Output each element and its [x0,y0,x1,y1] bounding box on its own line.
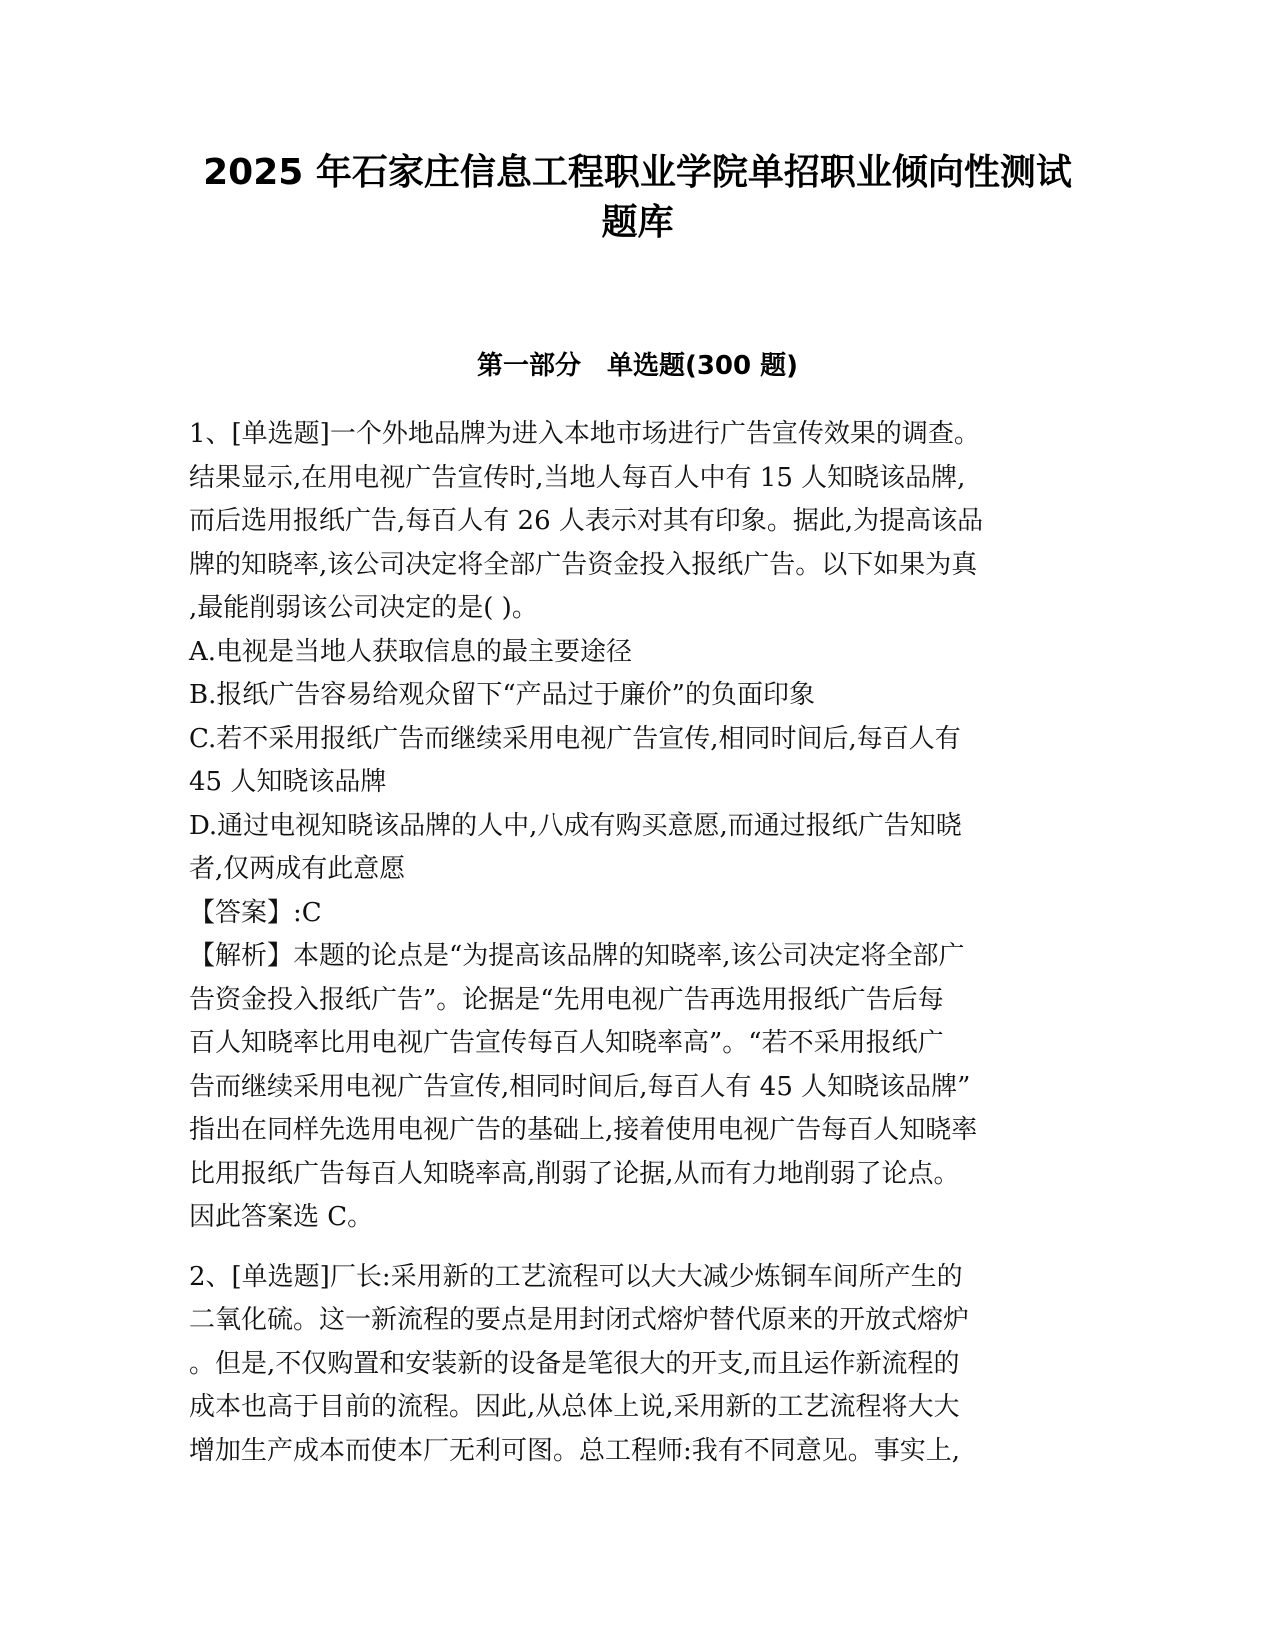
analysis-line: 告而继续采用电视广告宣传,相同时间后,每百人有 45 人知晓该品牌” [189,1071,971,1102]
stem-line: 结果显示,在用电视广告宣传时,当地人每百人中有 15 人知晓该品牌, [189,462,966,493]
title-line: 2025 年石家庄信息工程职业学院单招职业倾向性测试 [203,152,1072,193]
analysis-line: 告资金投入报纸广告”。论据是“先用电视广告再选用报纸广告后每 [189,984,944,1015]
question-item [189,413,1079,1240]
option-line: 45 人知晓该品牌 [189,767,387,797]
question-item [189,1256,1079,1474]
stem-line: 而后选用报纸广告,每百人有 26 人表示对其有印象。据此,为提高该品 [189,506,984,536]
stem-line: 成本也高于目前的流程。因此,从总体上说,采用新的工艺流程将大大 [189,1392,960,1422]
analysis-block [189,935,1079,1240]
analysis-line: 百人知晓率比用电视广告宣传每百人知晓率高”。“若不采用报纸广 [189,1028,944,1058]
stem-line: 二氧化硫。这一新流程的要点是用封闭式熔炉替代原来的开放式熔炉 [189,1305,970,1335]
option-line: C.若不采用报纸广告而继续采用电视广告宣传,相同时间后,每百人有 [189,723,961,754]
question-stem [189,413,1079,631]
option-line: D.通过电视知晓该品牌的人中,八成有购买意愿,而通过报纸广告知晓 [189,810,962,841]
option-line: B.报纸广告容易给观众留下“产品过于廉价”的负面印象 [189,680,815,710]
analysis-line: 指出在同样先选用电视广告的基础上,接着使用电视广告每百人知晓率 [189,1115,978,1145]
option-line: 者,仅两成有此意愿 [189,854,406,884]
stem-line: ,最能削弱该公司决定的是( )。 [189,593,538,623]
analysis-line: 因此答案选 C。 [189,1202,374,1232]
analysis-line: 比用报纸广告每百人知晓率高,削弱了论据,从而有力地削弱了论点。 [189,1158,960,1189]
document-title [160,148,1115,248]
answer-line: 【答案】:C [189,897,322,928]
section-name: 单选题(300 题) [606,351,799,381]
stem-line: 2、[单选题]厂长:采用新的工艺流程可以大大减少炼铜车间所产生的 [189,1261,963,1292]
question-list [189,413,1079,1473]
analysis-line: 【解析】本题的论点是“为提高该品牌的知晓率,该公司决定将全部广 [189,941,965,971]
stem-line: 。但是,不仅购置和安装新的设备是笔很大的开支,而且运作新流程的 [189,1348,960,1379]
section-part: 第一部分 [476,351,581,381]
question-stem [189,1256,1079,1474]
title-line: 题库 [601,202,674,243]
section-heading [0,348,1275,384]
question-options [189,631,1079,892]
stem-line: 增加生产成本而使本厂无利可图。总工程师:我有不同意见。事实上, [189,1435,961,1466]
stem-line: 牌的知晓率,该公司决定将全部广告资金投入报纸广告。以下如果为真 [189,549,978,580]
option-line: A.电视是当地人获取信息的最主要途径 [189,636,633,667]
stem-line: 1、[单选题]一个外地品牌为进入本地市场进行广告宣传效果的调查。 [189,419,980,449]
